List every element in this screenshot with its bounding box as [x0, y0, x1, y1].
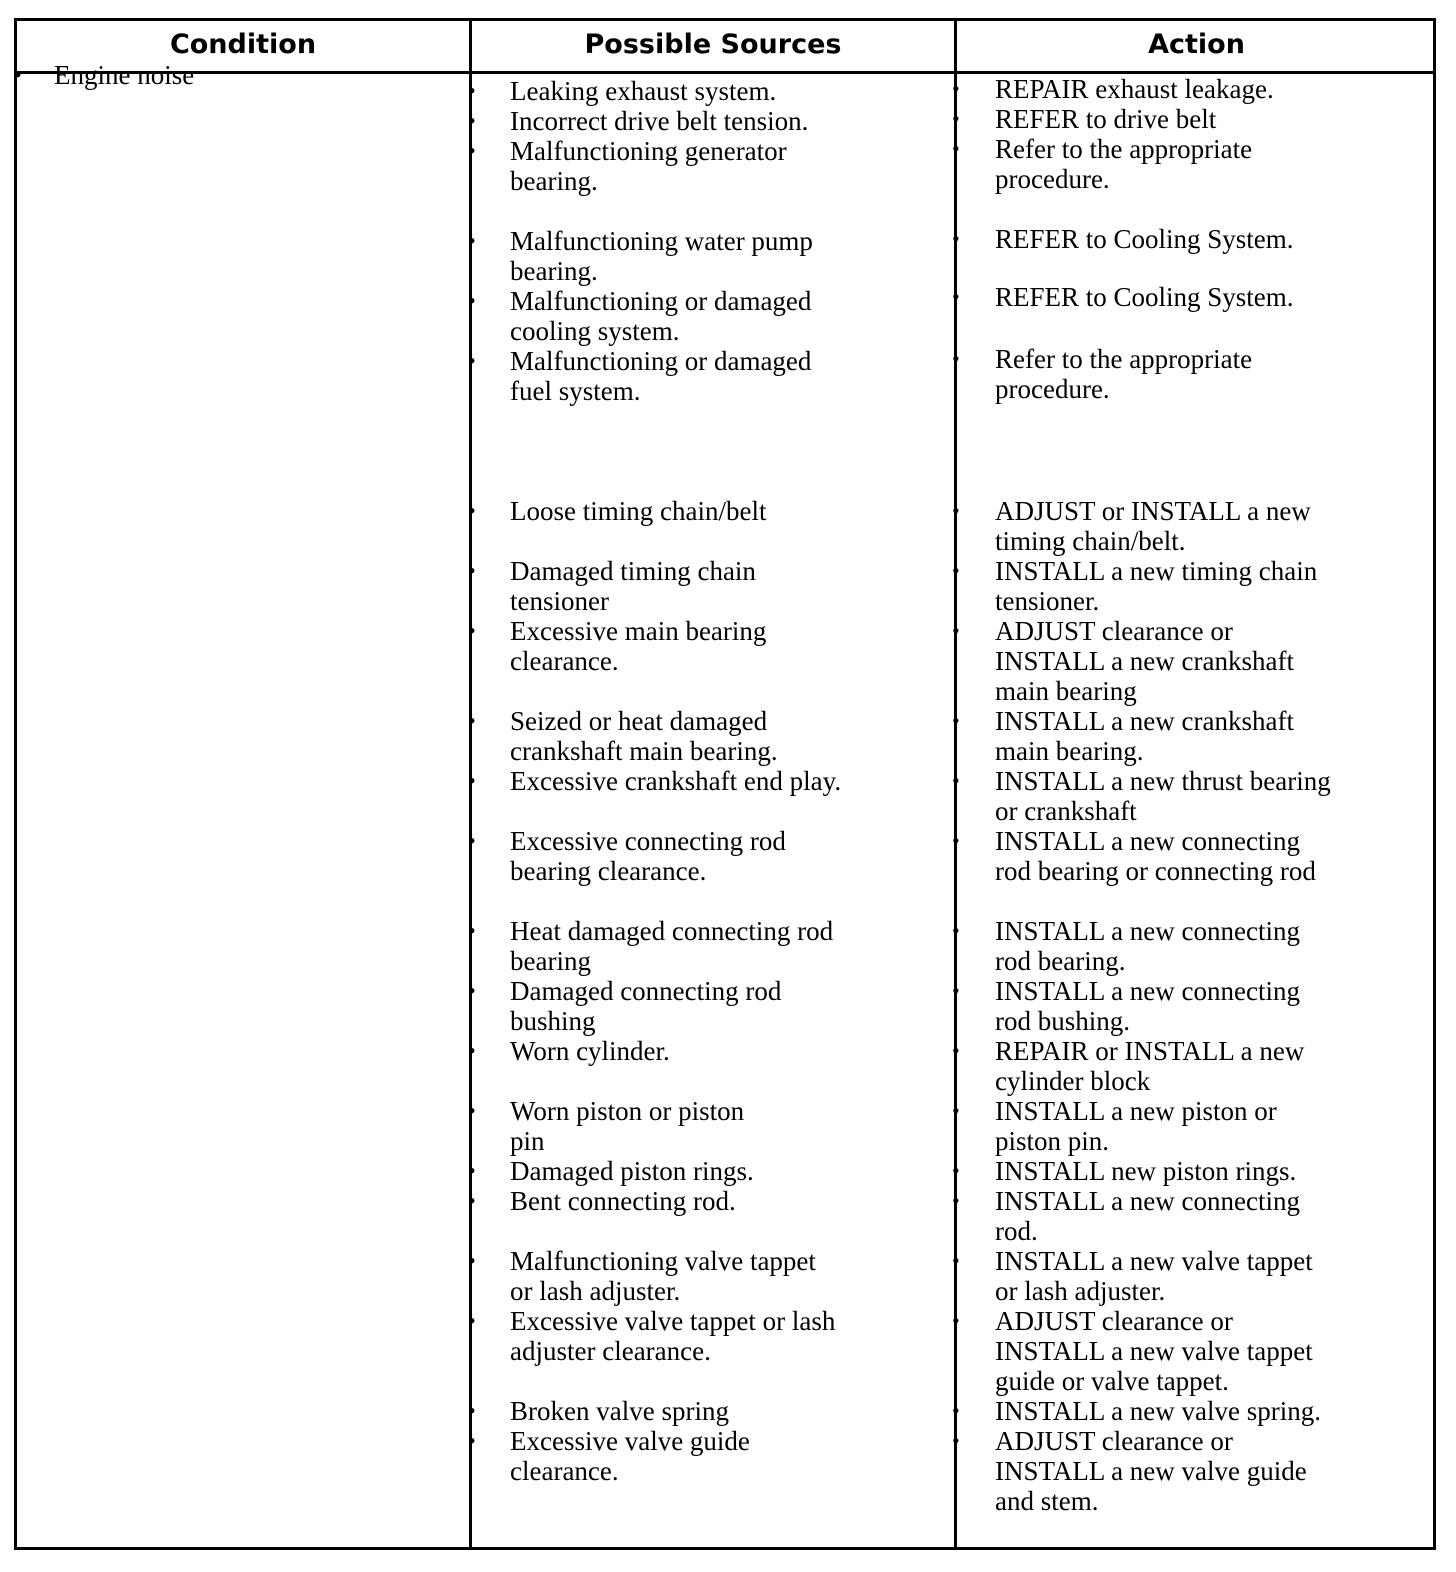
bullet-icon: • [952, 1248, 960, 1273]
bullet-icon: • [468, 1428, 476, 1453]
source-text: Bent connecting rod. [510, 1186, 736, 1216]
source-text: Incorrect drive belt tension. [510, 106, 809, 136]
bullet-icon: • [952, 708, 960, 733]
source-text: Broken valve spring [510, 1396, 729, 1426]
bullet-icon: • [468, 978, 476, 1003]
bullet-icon: • [468, 768, 476, 793]
source-text: Malfunctioning or damaged fuel system. [510, 346, 812, 406]
action-text: INSTALL a new connecting rod bearing or connecting rod [995, 826, 1316, 886]
bullet-icon: • [468, 498, 476, 523]
bullet-icon: • [468, 558, 476, 583]
action-text: REFER to Cooling System. [995, 282, 1294, 312]
source-text: Excessive valve tappet or lash adjuster clearance. [510, 1306, 836, 1366]
source-text: Damaged connecting rod bushing [510, 976, 782, 1036]
bullet-icon: • [468, 1398, 476, 1423]
bullet-icon: • [468, 828, 476, 853]
bullet-icon: • [468, 228, 476, 253]
source-text: Damaged timing chain tensioner [510, 556, 756, 616]
action-text: INSTALL a new connecting rod. [995, 1186, 1300, 1246]
header-action: Action [1148, 29, 1245, 60]
bullet-icon: • [468, 918, 476, 943]
bullet-icon: • [952, 558, 960, 583]
bullet-icon: • [468, 708, 476, 733]
action-text: INSTALL a new valve tappet or lash adjuster. [995, 1246, 1313, 1306]
source-text: Seized or heat damaged crankshaft main bearing. [510, 706, 778, 766]
action-text: INSTALL a new piston or piston pin. [995, 1096, 1277, 1156]
source-text: Malfunctioning water pump bearing. [510, 226, 813, 286]
action-text: ADJUST clearance or INSTALL a new valve tappet guide or valve tappet. [995, 1306, 1313, 1396]
bullet-icon: • [468, 1188, 476, 1213]
source-text: Excessive crankshaft end play. [510, 766, 842, 796]
source-text: Malfunctioning valve tappet or lash adjuster. [510, 1246, 816, 1306]
bullet-icon: • [14, 62, 22, 87]
source-text: Malfunctioning generator bearing. [510, 136, 787, 196]
action-text: INSTALL new piston rings. [995, 1156, 1297, 1186]
bullet-icon: • [952, 1188, 960, 1213]
bullet-icon: • [468, 1158, 476, 1183]
bullet-icon: • [468, 1098, 476, 1123]
action-text: INSTALL a new connecting rod bushing. [995, 976, 1300, 1036]
bullet-icon: • [952, 1428, 960, 1453]
source-text: Worn piston or piston pin [510, 1096, 745, 1156]
bullet-icon: • [952, 346, 960, 371]
action-text: REPAIR exhaust leakage. [995, 74, 1274, 104]
bullet-icon: • [952, 978, 960, 1003]
bullet-icon: • [952, 1158, 960, 1183]
action-text: ADJUST or INSTALL a new timing chain/belt. [995, 496, 1311, 556]
action-text: INSTALL a new connecting rod bearing. [995, 916, 1300, 976]
bullet-icon: • [952, 1398, 960, 1423]
action-text: Refer to the appropriate procedure. [995, 344, 1253, 404]
bullet-icon: • [952, 1098, 960, 1123]
action-text: ADJUST clearance or INSTALL a new crankshaft main bearing [995, 616, 1294, 706]
source-text: Leaking exhaust system. [510, 76, 777, 106]
header-condition: Condition [169, 29, 317, 60]
bullet-icon: • [468, 108, 476, 133]
source-text: Heat damaged connecting rod bearing [510, 916, 834, 976]
source-text: Loose timing chain/belt [510, 496, 767, 526]
source-text: Excessive main bearing clearance. [510, 616, 767, 676]
source-text: Worn cylinder. [510, 1036, 670, 1066]
action-text: INSTALL a new crankshaft main bearing. [995, 706, 1294, 766]
bullet-icon: • [468, 618, 476, 643]
bullet-icon: • [952, 284, 960, 309]
action-text: REPAIR or INSTALL a new cylinder block [995, 1036, 1305, 1096]
bullet-icon: • [952, 618, 960, 643]
source-text: Excessive connecting rod bearing clearance. [510, 826, 786, 886]
bullet-icon: • [468, 1308, 476, 1333]
source-text: Malfunctioning or damaged cooling system. [510, 286, 812, 346]
bullet-icon: • [952, 1308, 960, 1333]
bullet-icon: • [952, 828, 960, 853]
action-text: ADJUST clearance or INSTALL a new valve guide and stem. [995, 1426, 1307, 1516]
bullet-icon: • [468, 288, 476, 313]
header-possible-sources: Possible Sources [584, 29, 842, 60]
source-text: Damaged piston rings. [510, 1156, 754, 1186]
bullet-icon: • [952, 768, 960, 793]
source-text: Excessive valve guide clearance. [510, 1426, 750, 1486]
action-text: REFER to drive belt [995, 104, 1217, 134]
bullet-icon: • [952, 498, 960, 523]
condition-text: Engine noise [54, 60, 195, 90]
action-text: Refer to the appropriate procedure. [995, 134, 1253, 194]
bullet-icon: • [468, 1038, 476, 1063]
action-text: REFER to Cooling System. [995, 224, 1294, 254]
bullet-icon: • [952, 918, 960, 943]
bullet-icon: • [468, 78, 476, 103]
bullet-icon: • [952, 76, 960, 101]
bullet-icon: • [952, 226, 960, 251]
action-text: INSTALL a new valve spring. [995, 1396, 1322, 1426]
action-text: INSTALL a new timing chain tensioner. [995, 556, 1318, 616]
action-text: INSTALL a new thrust bearing or crankshaft [995, 766, 1331, 826]
bullet-icon: • [468, 348, 476, 373]
bullet-icon: • [468, 138, 476, 163]
bullet-icon: • [952, 136, 960, 161]
bullet-icon: • [952, 1038, 960, 1063]
bullet-icon: • [952, 106, 960, 131]
bullet-icon: • [468, 1248, 476, 1273]
